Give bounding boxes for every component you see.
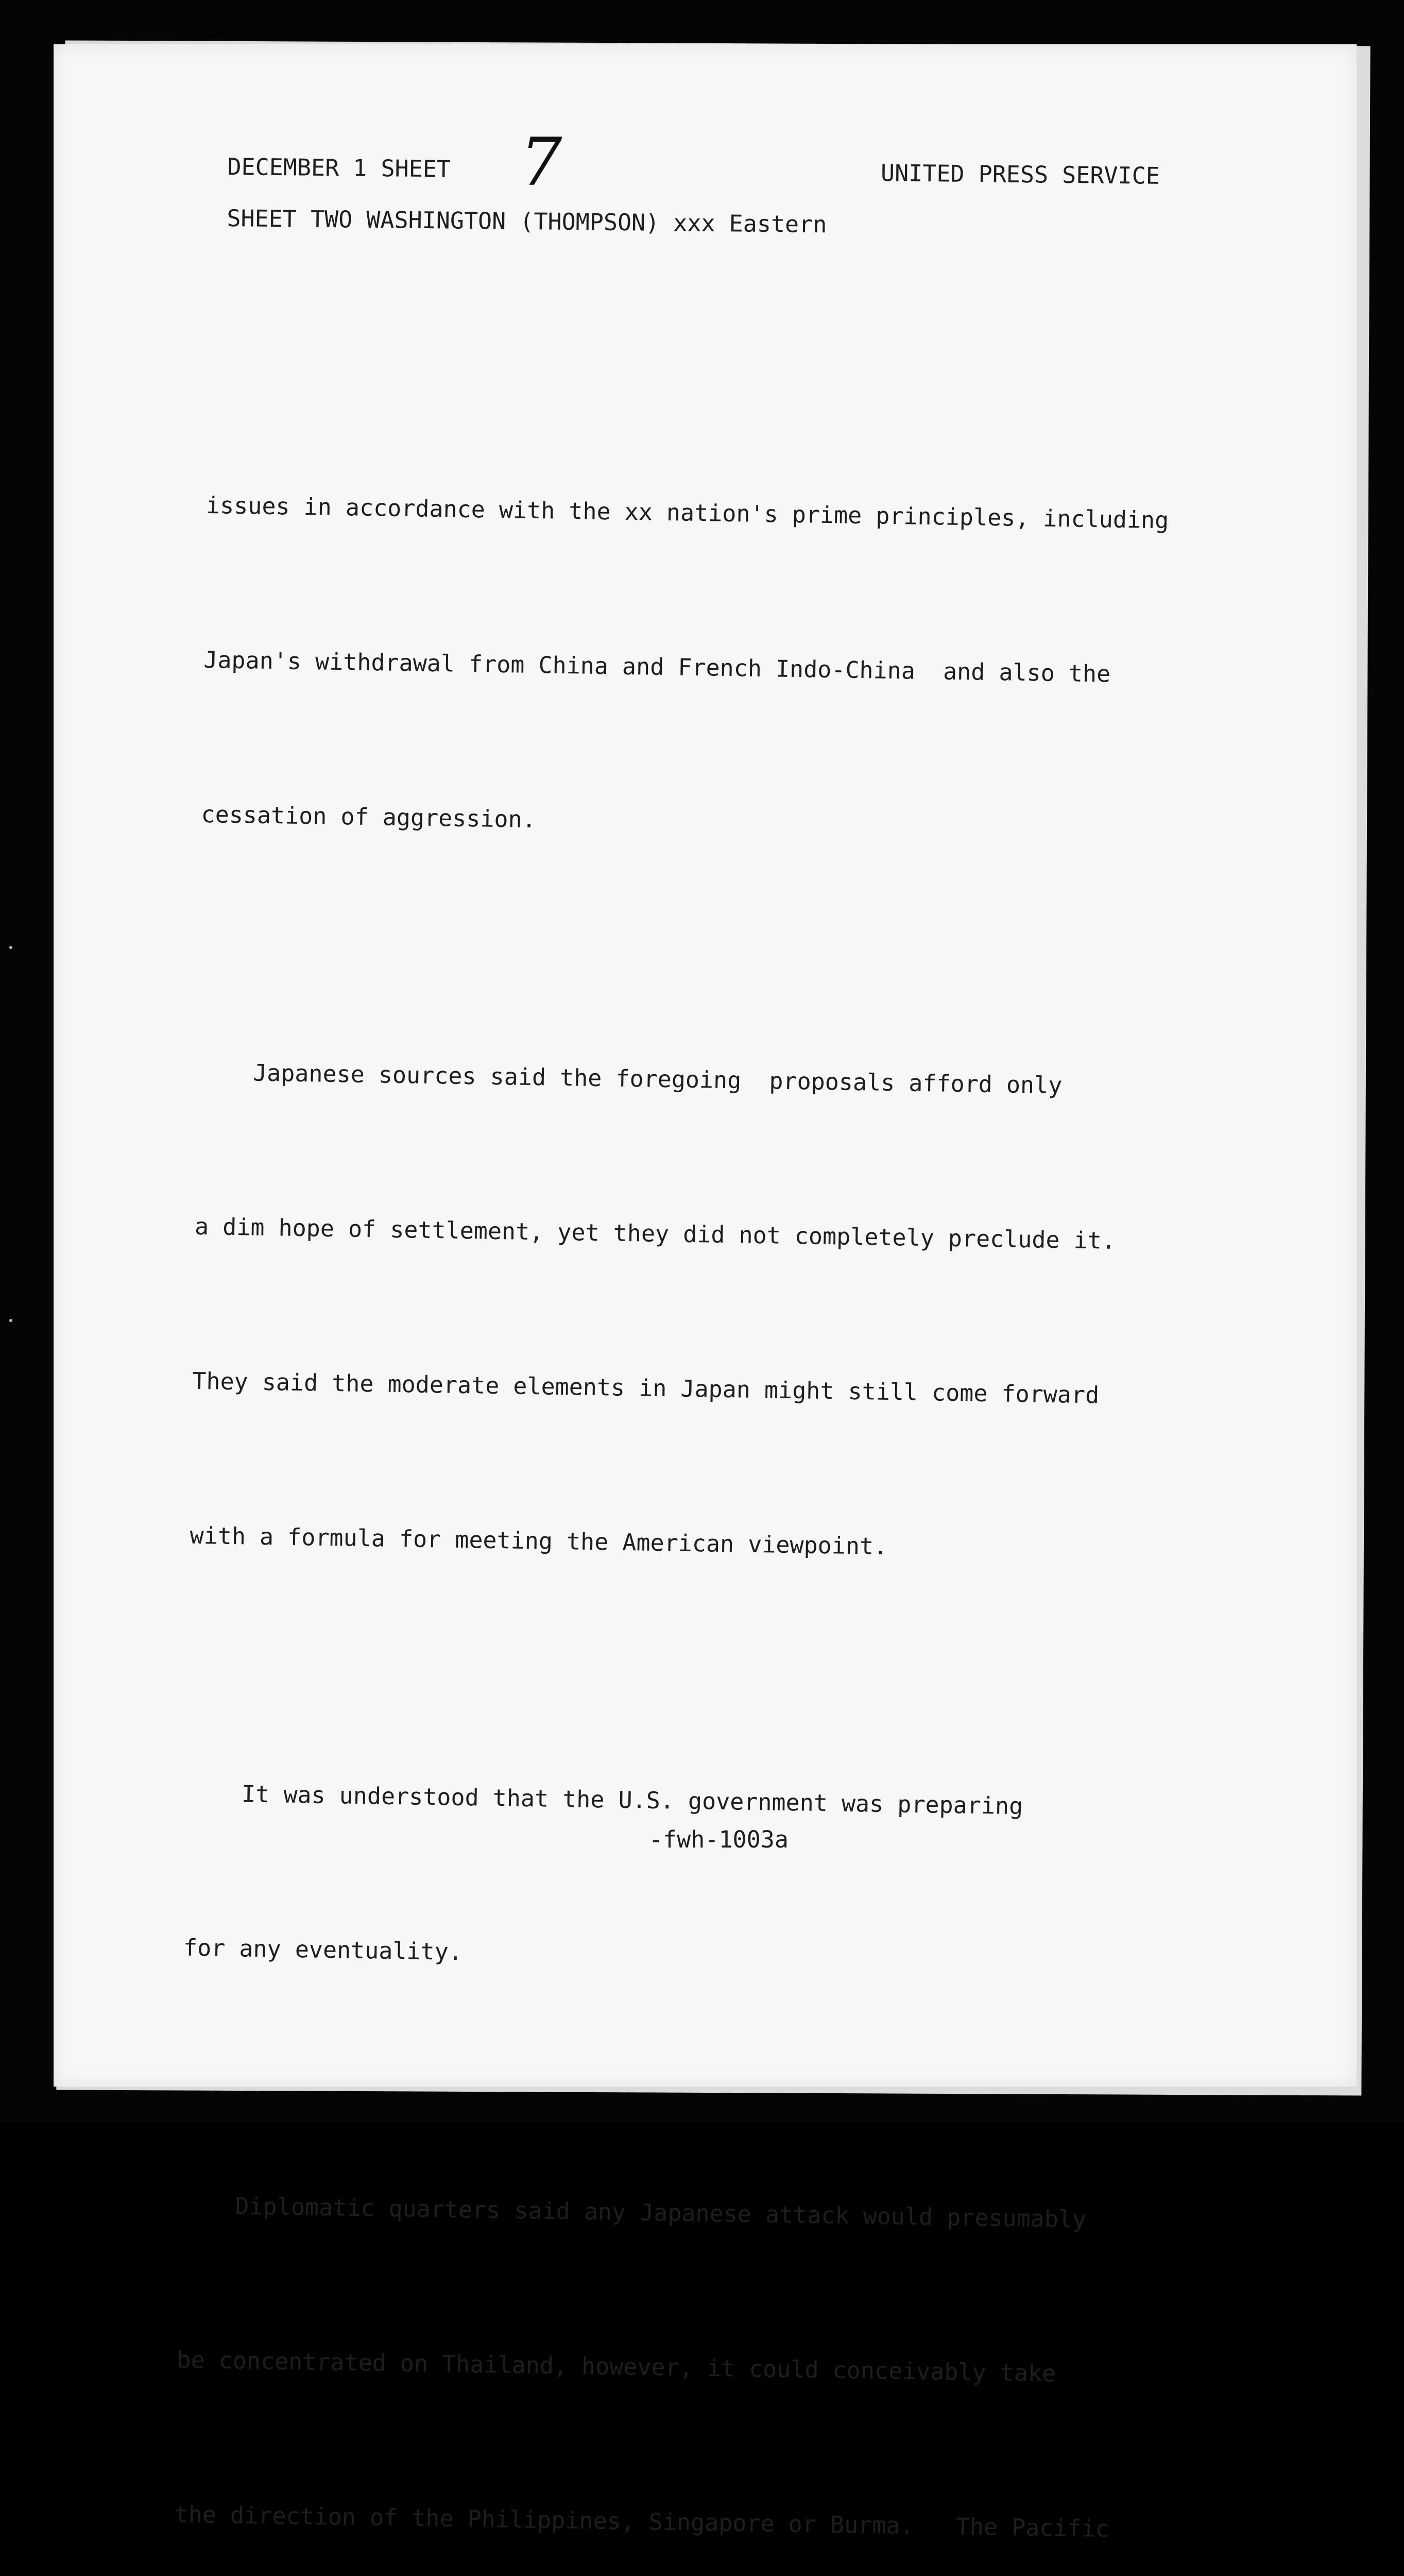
text-line: with a formula for meeting the American viewpoint. (190, 1521, 888, 1560)
text-line: They said the moderate elements in Japan might still come forward (192, 1367, 1100, 1409)
edge-dot (9, 1319, 12, 1322)
text-line: Diplomatic quarters said any Japanese attack would presumably (179, 2191, 1087, 2233)
typed-document-page (54, 44, 1357, 2543)
service-name: UNITED PRESS SERVICE (880, 159, 1160, 190)
paragraph (199, 377, 1310, 960)
text-line: be concentrated on Thailand, however, it could conceivably take (177, 2346, 1056, 2387)
text-line: Japan's withdrawal from China and French Indo-China and also the (203, 646, 1111, 688)
text-line: It was understood that the U.S. government was preparing (185, 1779, 1023, 1820)
paragraph (181, 1665, 1290, 2094)
text-line: cessation of aggression. (201, 800, 537, 834)
text-line: a dim hope of settlement, yet they did not completely preclude it. (194, 1212, 1116, 1255)
handwritten-sheet-number: 7 (520, 124, 562, 201)
text-line: for any eventuality. (183, 1934, 463, 1966)
signoff: -fwh-1003a (649, 1826, 789, 1853)
edge-dot (9, 946, 12, 949)
paragraph (167, 2077, 1283, 2576)
article-body (127, 377, 1310, 2576)
paragraph (188, 943, 1302, 1682)
text-line: the direction of the Philippines, Singapore or Burma. The Pacific (174, 2500, 1110, 2543)
text-line: Japanese sources said the foregoing proposals afford only (197, 1058, 1063, 1099)
header-dateline: SHEET TWO WASHINGTON (THOMPSON) xxx Eastern (227, 204, 827, 239)
text-line: issues in accordance with the xx nation's prime principles, including (206, 491, 1169, 534)
header-date-sheet: DECEMBER 1 SHEET (227, 152, 451, 183)
